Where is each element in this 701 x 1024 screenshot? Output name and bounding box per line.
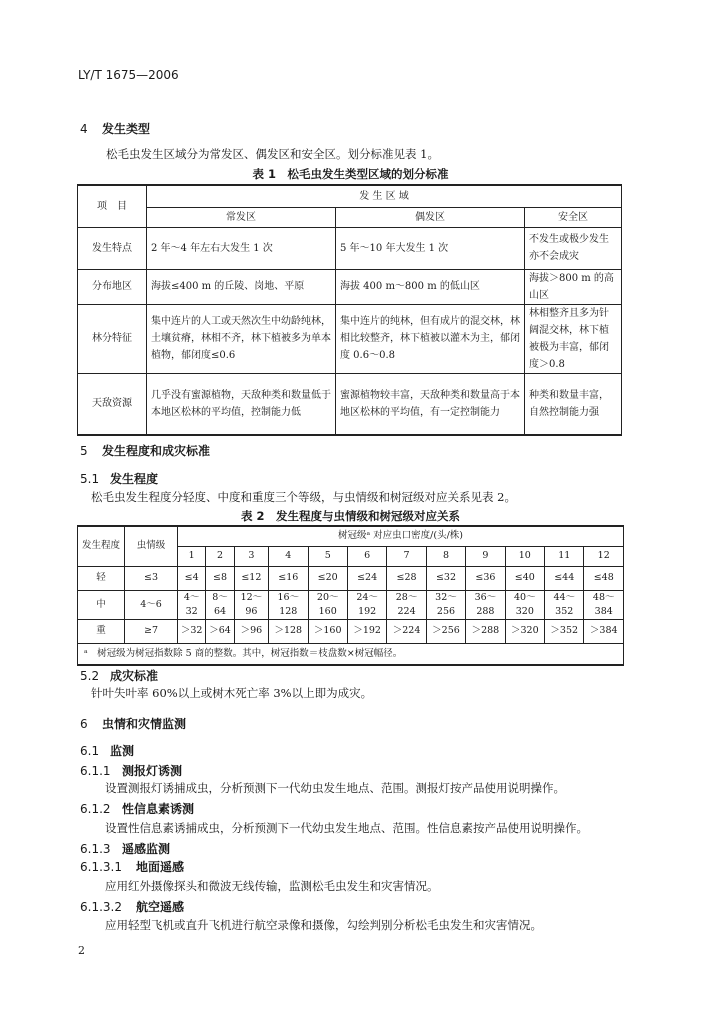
- table-cell: 几乎没有蜜源植物，天敌种类和数量低于本地区松林的平均值，控制能力低: [147, 373, 336, 435]
- section-title: 遥感监测: [122, 842, 171, 856]
- col-header-occasional: 偶发区: [336, 207, 525, 227]
- table-cell: ＞384: [584, 619, 624, 643]
- section-number: 6.1.1: [80, 764, 111, 778]
- table-2-level-header: 虫情级: [125, 526, 178, 566]
- row-label: 发生特点: [78, 227, 147, 269]
- row-label: 林分特征: [78, 304, 147, 373]
- row-label: 分布地区: [78, 269, 147, 304]
- section-number: 6.1.2: [80, 802, 111, 816]
- table-cell: ≤16: [269, 566, 308, 590]
- table-row: [78, 373, 622, 435]
- crown-level: 11: [545, 546, 584, 566]
- table-cell: ≤8: [206, 566, 234, 590]
- table-row: [78, 304, 622, 373]
- table-cell: 32～256: [426, 590, 465, 619]
- section-number: 6: [80, 717, 88, 731]
- section-number: 5: [80, 444, 88, 458]
- table-2: [77, 525, 624, 666]
- table-cell: ＞32: [178, 619, 206, 643]
- table-cell: ＞160: [308, 619, 347, 643]
- crown-level: 3: [234, 546, 268, 566]
- section-title: 发生程度和成灾标准: [102, 444, 211, 458]
- section-5-heading: [80, 442, 210, 459]
- table-cell: 海拔 400 m～800 m 的低山区: [336, 269, 525, 304]
- table-2-crown-header: 树冠级ᵃ 对应虫口密度/(头/株): [178, 526, 624, 546]
- page-number: 2: [78, 944, 85, 957]
- table-cell: ＞352: [545, 619, 584, 643]
- section-5-1-paragraph: 松毛虫发生程度分轻度、中度和重度三个等级，与虫情级和树冠级对应关系见表 2。: [91, 490, 516, 504]
- section-number: 6.1: [80, 744, 100, 758]
- table-cell: 12～96: [234, 590, 268, 619]
- section-4-heading: [80, 120, 150, 137]
- table-row: [78, 619, 624, 643]
- section-5-2-paragraph: 针叶失叶率 60%以上或树木死亡率 3%以上即为成灾。: [91, 686, 373, 700]
- table-cell: 海拔＞800 m 的高山区: [525, 269, 622, 304]
- crown-level: 9: [466, 546, 505, 566]
- table-cell: ＞96: [234, 619, 268, 643]
- table-cell: 林相整齐且多为针阔混交林，林下植被极为丰富，郁闭度＞0.8: [525, 304, 622, 373]
- section-4-paragraph: 松毛虫发生区域分为常发区、偶发区和安全区。划分标准见表 1。: [106, 147, 439, 161]
- crown-level: 6: [347, 546, 386, 566]
- section-number: 6.1.3.2: [80, 900, 122, 914]
- col-header-safe: 安全区: [525, 207, 622, 227]
- table-1-item-header: 项 目: [78, 185, 147, 227]
- section-title: 地面遥感: [136, 860, 185, 874]
- crown-level: 12: [584, 546, 624, 566]
- table-1-caption: 表 1 松毛虫发生类型区域的划分标准: [252, 167, 449, 181]
- crown-level: 4: [269, 546, 308, 566]
- table-cell: ≤4: [178, 566, 206, 590]
- table-cell: 48～384: [584, 590, 624, 619]
- section-6-1-3-1-paragraph: 应用红外摄像探头和微波无线传输，监测松毛虫发生和灾害情况。: [105, 879, 439, 893]
- table-cell: 24～192: [347, 590, 386, 619]
- section-6-1-heading: [80, 742, 134, 759]
- table-1: [77, 184, 622, 436]
- table-1-area-header: 发 生 区 域: [147, 185, 622, 207]
- table-cell: 种类和数量丰富，自然控制能力强: [525, 373, 622, 435]
- table-cell: 2 年～4 年左右大发生 1 次: [147, 227, 336, 269]
- section-title: 发生类型: [102, 122, 151, 136]
- crown-level: 2: [206, 546, 234, 566]
- section-5-1-heading: [80, 470, 158, 487]
- table-row: [78, 566, 624, 590]
- table-2-degree-header: 发生程度: [78, 526, 125, 566]
- section-number: 5.1: [80, 472, 100, 486]
- table-cell: 集中连片的纯林，但有成片的混交林，林相比较整齐，林下植被以灌木为主，郁闭度 0.6～0.8: [336, 304, 525, 373]
- degree-cell: 重: [78, 619, 125, 643]
- table-cell: ≤48: [584, 566, 624, 590]
- table-cell: ＞64: [206, 619, 234, 643]
- table-cell: ≤28: [387, 566, 426, 590]
- section-title: 成灾标准: [110, 669, 159, 683]
- section-6-1-3-1-heading: [80, 858, 184, 875]
- row-label: 天敌资源: [78, 373, 147, 435]
- section-6-1-1-heading: [80, 762, 182, 779]
- crown-level: 8: [426, 546, 465, 566]
- level-cell: 4～6: [125, 590, 178, 619]
- table-cell: 4～32: [178, 590, 206, 619]
- degree-cell: 轻: [78, 566, 125, 590]
- table-cell: ＞192: [347, 619, 386, 643]
- table-cell: 28～224: [387, 590, 426, 619]
- section-number: 5.2: [80, 669, 100, 683]
- crown-level: 10: [505, 546, 544, 566]
- table-cell: 36～288: [466, 590, 505, 619]
- table-cell: 8～64: [206, 590, 234, 619]
- table-cell: ≤12: [234, 566, 268, 590]
- table-cell: 5 年～10 年大发生 1 次: [336, 227, 525, 269]
- col-header-frequent: 常发区: [147, 207, 336, 227]
- section-number: 6.1.3.1: [80, 860, 122, 874]
- section-6-heading: [80, 715, 186, 732]
- table-cell: ＞128: [269, 619, 308, 643]
- section-6-1-1-paragraph: 设置测报灯诱捕成虫，分析预测下一代幼虫发生地点、范围。测报灯按产品使用说明操作。: [105, 781, 565, 795]
- section-6-1-3-2-heading: [80, 898, 184, 915]
- table-cell: ≤44: [545, 566, 584, 590]
- table-2-caption: 表 2 发生程度与虫情级和树冠级对应关系: [240, 509, 460, 523]
- level-cell: ≥7: [125, 619, 178, 643]
- table-cell: ＞288: [466, 619, 505, 643]
- table-cell: 集中连片的人工或天然次生中幼龄纯林，土壤贫瘠，林相不齐，林下植被多为单本植物，郁闭度≤0.6: [147, 304, 336, 373]
- section-5-2-heading: [80, 667, 158, 684]
- section-title: 性信息素诱测: [122, 802, 195, 816]
- crown-level: 5: [308, 546, 347, 566]
- table-cell: ≤36: [466, 566, 505, 590]
- section-title: 航空遥感: [136, 900, 185, 914]
- table-cell: ≤24: [347, 566, 386, 590]
- table-cell: ≤20: [308, 566, 347, 590]
- table-cell: 16～128: [269, 590, 308, 619]
- section-title: 测报灯诱测: [122, 764, 183, 778]
- table-cell: ＞256: [426, 619, 465, 643]
- table-cell: 蜜源植物较丰富，天敌种类和数量高于本地区松林的平均值，有一定控制能力: [336, 373, 525, 435]
- section-title: 虫情和灾情监测: [102, 717, 187, 731]
- table-row: [78, 227, 622, 269]
- section-number: 4: [80, 122, 88, 136]
- table-cell: ＞320: [505, 619, 544, 643]
- crown-level: 1: [178, 546, 206, 566]
- table-note-row: [78, 643, 624, 665]
- section-6-1-2-heading: [80, 800, 194, 817]
- table-cell: 40～320: [505, 590, 544, 619]
- level-cell: ≤3: [125, 566, 178, 590]
- table-row: [78, 269, 622, 304]
- section-title: 发生程度: [110, 472, 159, 486]
- degree-cell: 中: [78, 590, 125, 619]
- section-6-1-3-2-paragraph: 应用轻型飞机或直升飞机进行航空录像和摄像，勾绘判别分析松毛虫发生和灾害情况。: [105, 918, 542, 932]
- crown-level: 7: [387, 546, 426, 566]
- section-6-1-2-paragraph: 设置性信息素诱捕成虫，分析预测下一代幼虫发生地点、范围。性信息素按产品使用说明操作。: [105, 821, 588, 835]
- standard-code-header: LY/T 1675—2006: [78, 68, 179, 82]
- section-title: 监测: [110, 744, 135, 758]
- table-cell: 20～160: [308, 590, 347, 619]
- table-cell: 海拔≤400 m 的丘陵、岗地、平原: [147, 269, 336, 304]
- table-cell: ≤40: [505, 566, 544, 590]
- section-6-1-3-heading: [80, 840, 170, 857]
- table-cell: ≤32: [426, 566, 465, 590]
- table-cell: 44～352: [545, 590, 584, 619]
- section-number: 6.1.3: [80, 842, 111, 856]
- table-cell: ＞224: [387, 619, 426, 643]
- table-row: [78, 590, 624, 619]
- table-cell: 不发生或极少发生亦不会成灾: [525, 227, 622, 269]
- table-2-footnote: ᵃ 树冠级为树冠指数除 5 商的整数。其中，树冠指数＝枝盘数×树冠幅径。: [78, 643, 624, 665]
